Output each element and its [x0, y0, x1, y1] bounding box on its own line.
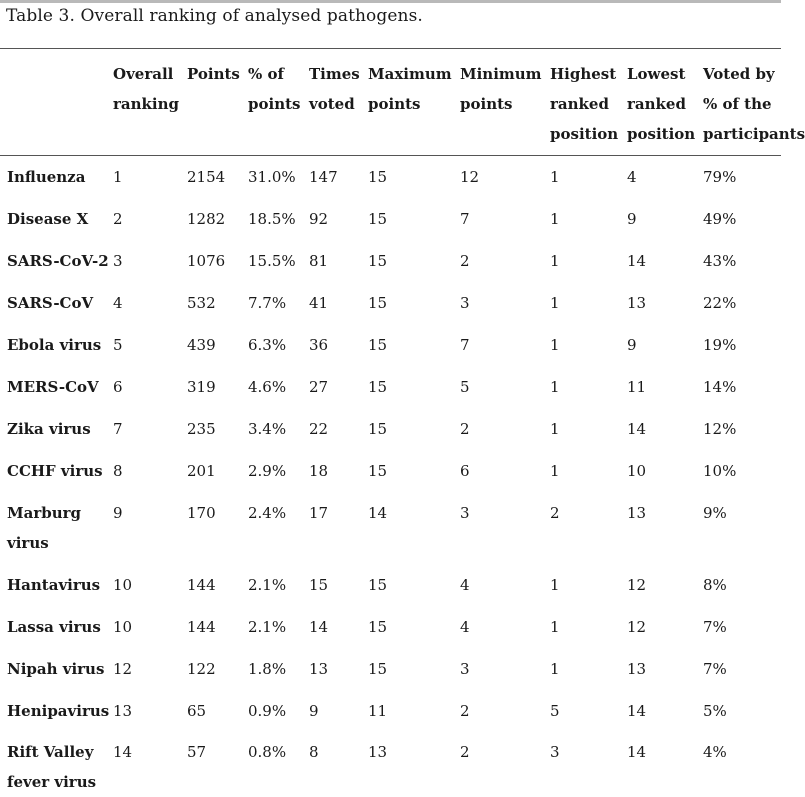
header-points-line: Points [187, 65, 240, 83]
percent-points-cell: 18.5% [248, 210, 296, 228]
points-cell: 1076 [187, 252, 226, 270]
header-minimum-points-line: Minimum [460, 65, 542, 83]
points-cell: 439 [187, 336, 216, 354]
percent-points-cell: 7.7% [248, 294, 287, 312]
overall-ranking-cell: 1 [113, 168, 123, 186]
overall-ranking-cell: 6 [113, 378, 123, 396]
lowest-position-cell: 9 [627, 336, 637, 354]
header-times-voted-line: Times [309, 65, 360, 83]
pathogen-name: Zika virus [7, 420, 91, 438]
minimum-points-cell: 2 [460, 702, 470, 720]
voted-by-percent-cell: 7% [703, 618, 727, 636]
points-cell: 57 [187, 743, 207, 761]
minimum-points-cell: 2 [460, 252, 470, 270]
pathogen-name: Ebola virus [7, 336, 102, 354]
header-maximum-points-line: Maximum [368, 65, 452, 83]
header-overall-ranking-line: Overall [113, 65, 174, 83]
overall-ranking-cell: 5 [113, 336, 123, 354]
overall-ranking-cell: 13 [113, 702, 133, 720]
header-bottom-rule [0, 155, 781, 156]
points-cell: 144 [187, 618, 216, 636]
highest-position-cell: 2 [550, 504, 560, 522]
maximum-points-cell: 15 [368, 420, 388, 438]
voted-by-percent-cell: 8% [703, 576, 727, 594]
points-cell: 532 [187, 294, 216, 312]
percent-points-cell: 31.0% [248, 168, 296, 186]
percent-points-cell: 15.5% [248, 252, 296, 270]
maximum-points-cell: 15 [368, 168, 388, 186]
lowest-position-cell: 13 [627, 660, 647, 678]
voted-by-percent-cell: 7% [703, 660, 727, 678]
maximum-points-cell: 15 [368, 576, 388, 594]
percent-points-cell: 2.1% [248, 618, 287, 636]
voted-by-percent-cell: 10% [703, 462, 737, 480]
highest-position-cell: 1 [550, 378, 560, 396]
pathogen-name: Nipah virus [7, 660, 105, 678]
times-voted-cell: 27 [309, 378, 329, 396]
minimum-points-cell: 7 [460, 336, 470, 354]
header-percent-points-line: points [248, 95, 301, 113]
times-voted-cell: 147 [309, 168, 338, 186]
highest-position-cell: 1 [550, 576, 560, 594]
points-cell: 65 [187, 702, 207, 720]
pathogen-name: Influenza [7, 168, 86, 186]
overall-ranking-cell: 14 [113, 743, 133, 761]
maximum-points-cell: 15 [368, 462, 388, 480]
times-voted-cell: 14 [309, 618, 329, 636]
pathogen-name: CCHF virus [7, 462, 103, 480]
lowest-position-cell: 14 [627, 252, 647, 270]
maximum-points-cell: 13 [368, 743, 388, 761]
times-voted-cell: 9 [309, 702, 319, 720]
header-overall-ranking-line: ranking [113, 95, 180, 113]
pathogen-name: SARS-CoV [7, 294, 94, 312]
voted-by-percent-cell: 19% [703, 336, 737, 354]
times-voted-cell: 22 [309, 420, 329, 438]
highest-position-cell: 1 [550, 660, 560, 678]
header-lowest-ranked-position-line: position [627, 125, 696, 143]
times-voted-cell: 15 [309, 576, 329, 594]
header-lowest-ranked-position-line: ranked [627, 95, 686, 113]
header-voted-by-percent-line: Voted by [703, 65, 775, 83]
overall-ranking-cell: 4 [113, 294, 123, 312]
header-maximum-points-line: points [368, 95, 421, 113]
voted-by-percent-cell: 49% [703, 210, 737, 228]
minimum-points-cell: 7 [460, 210, 470, 228]
header-highest-ranked-position-line: Highest [550, 65, 617, 83]
percent-points-cell: 1.8% [248, 660, 287, 678]
overall-ranking-cell: 10 [113, 618, 133, 636]
percent-points-cell: 2.9% [248, 462, 287, 480]
pathogen-name: Hantavirus [7, 576, 101, 594]
lowest-position-cell: 4 [627, 168, 637, 186]
voted-by-percent-cell: 12% [703, 420, 737, 438]
times-voted-cell: 81 [309, 252, 329, 270]
pathogen-name: Rift Valley fever virus [7, 743, 97, 791]
minimum-points-cell: 6 [460, 462, 470, 480]
header-highest-ranked-position-line: ranked [550, 95, 609, 113]
minimum-points-cell: 5 [460, 378, 470, 396]
pathogen-name: Marburg virus [7, 504, 82, 552]
voted-by-percent-cell: 43% [703, 252, 737, 270]
voted-by-percent-cell: 9% [703, 504, 727, 522]
times-voted-cell: 36 [309, 336, 329, 354]
maximum-points-cell: 15 [368, 210, 388, 228]
maximum-points-cell: 15 [368, 618, 388, 636]
times-voted-cell: 13 [309, 660, 329, 678]
maximum-points-cell: 15 [368, 336, 388, 354]
highest-position-cell: 5 [550, 702, 560, 720]
points-cell: 201 [187, 462, 216, 480]
maximum-points-cell: 15 [368, 294, 388, 312]
pathogen-name: SARS-CoV-2 [7, 252, 109, 270]
table-caption: Table 3. Overall ranking of analysed pathogens. [6, 6, 423, 26]
highest-position-cell: 1 [550, 168, 560, 186]
times-voted-cell: 17 [309, 504, 329, 522]
times-voted-cell: 41 [309, 294, 329, 312]
pathogen-name: Lassa virus [7, 618, 101, 636]
minimum-points-cell: 12 [460, 168, 480, 186]
header-lowest-ranked-position-line: Lowest [627, 65, 686, 83]
pathogen-name: Henipavirus [7, 702, 110, 720]
points-cell: 319 [187, 378, 216, 396]
points-cell: 144 [187, 576, 216, 594]
overall-ranking-cell: 10 [113, 576, 133, 594]
points-cell: 235 [187, 420, 216, 438]
percent-points-cell: 4.6% [248, 378, 287, 396]
header-highest-ranked-position-line: position [550, 125, 619, 143]
lowest-position-cell: 13 [627, 294, 647, 312]
voted-by-percent-cell: 14% [703, 378, 737, 396]
header-percent-points-line: % of [248, 65, 284, 83]
header-top-rule [0, 48, 781, 49]
maximum-points-cell: 15 [368, 252, 388, 270]
times-voted-cell: 8 [309, 743, 319, 761]
points-cell: 2154 [187, 168, 226, 186]
lowest-position-cell: 14 [627, 743, 647, 761]
minimum-points-cell: 2 [460, 420, 470, 438]
minimum-points-cell: 4 [460, 618, 470, 636]
lowest-position-cell: 14 [627, 702, 647, 720]
overall-ranking-cell: 8 [113, 462, 123, 480]
maximum-points-cell: 15 [368, 660, 388, 678]
minimum-points-cell: 2 [460, 743, 470, 761]
highest-position-cell: 1 [550, 420, 560, 438]
lowest-position-cell: 12 [627, 618, 647, 636]
percent-points-cell: 0.9% [248, 702, 287, 720]
times-voted-cell: 92 [309, 210, 329, 228]
highest-position-cell: 3 [550, 743, 560, 761]
pathogen-name: MERS-CoV [7, 378, 99, 396]
maximum-points-cell: 15 [368, 378, 388, 396]
minimum-points-cell: 4 [460, 576, 470, 594]
header-voted-by-percent-line: participants [703, 125, 805, 143]
lowest-position-cell: 11 [627, 378, 647, 396]
overall-ranking-cell: 9 [113, 504, 123, 522]
header-minimum-points-line: points [460, 95, 513, 113]
minimum-points-cell: 3 [460, 504, 470, 522]
overall-ranking-cell: 3 [113, 252, 123, 270]
highest-position-cell: 1 [550, 618, 560, 636]
lowest-position-cell: 10 [627, 462, 647, 480]
voted-by-percent-cell: 79% [703, 168, 737, 186]
highest-position-cell: 1 [550, 294, 560, 312]
maximum-points-cell: 14 [368, 504, 388, 522]
lowest-position-cell: 14 [627, 420, 647, 438]
voted-by-percent-cell: 5% [703, 702, 727, 720]
percent-points-cell: 6.3% [248, 336, 287, 354]
lowest-position-cell: 13 [627, 504, 647, 522]
points-cell: 122 [187, 660, 216, 678]
maximum-points-cell: 11 [368, 702, 388, 720]
overall-ranking-cell: 2 [113, 210, 123, 228]
points-cell: 1282 [187, 210, 226, 228]
lowest-position-cell: 12 [627, 576, 647, 594]
minimum-points-cell: 3 [460, 294, 470, 312]
voted-by-percent-cell: 22% [703, 294, 737, 312]
times-voted-cell: 18 [309, 462, 329, 480]
highest-position-cell: 1 [550, 336, 560, 354]
voted-by-percent-cell: 4% [703, 743, 727, 761]
top-rule [0, 0, 781, 3]
pathogen-name: Disease X [7, 210, 89, 228]
percent-points-cell: 3.4% [248, 420, 287, 438]
header-voted-by-percent-line: % of the [703, 95, 772, 113]
highest-position-cell: 1 [550, 462, 560, 480]
highest-position-cell: 1 [550, 252, 560, 270]
lowest-position-cell: 9 [627, 210, 637, 228]
percent-points-cell: 2.1% [248, 576, 287, 594]
overall-ranking-cell: 7 [113, 420, 123, 438]
overall-ranking-cell: 12 [113, 660, 133, 678]
highest-position-cell: 1 [550, 210, 560, 228]
percent-points-cell: 2.4% [248, 504, 287, 522]
header-times-voted-line: voted [309, 95, 355, 113]
percent-points-cell: 0.8% [248, 743, 287, 761]
points-cell: 170 [187, 504, 216, 522]
minimum-points-cell: 3 [460, 660, 470, 678]
